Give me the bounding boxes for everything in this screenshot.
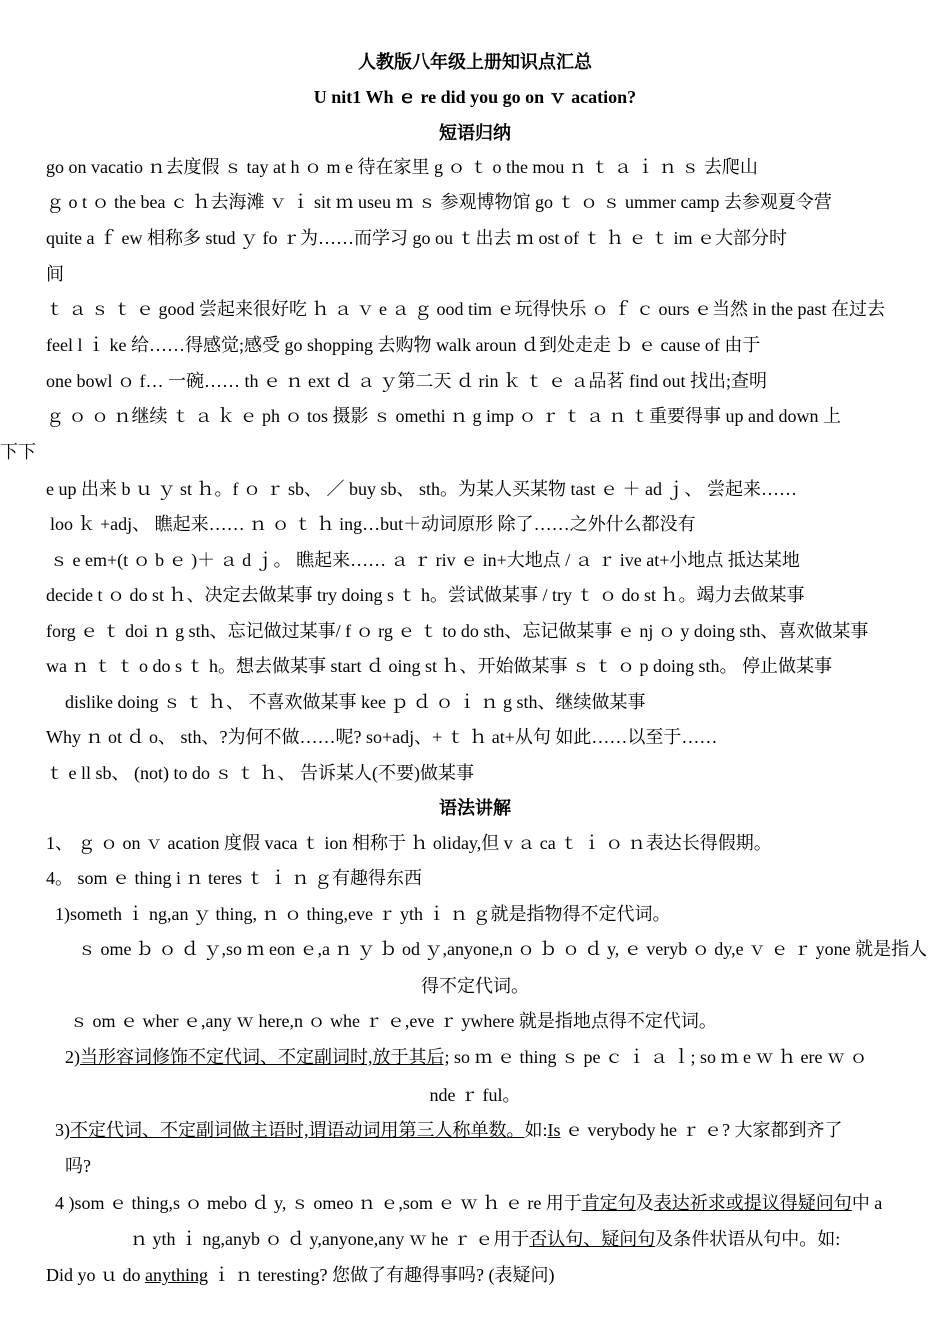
document-title: 人教版八年级上册知识点汇总 (358, 52, 592, 72)
item-number: 3) (55, 1120, 70, 1140)
grammar-subpoint-2-cont: nde ｒ ful。 (429, 1085, 521, 1105)
underlined-rule: 当形容词修饰不定代词、不定副词时,放于其后; (80, 1047, 450, 1067)
example-label: 如: (524, 1120, 548, 1140)
underlined-word: anything (145, 1265, 208, 1285)
grammar-point-1: 1、 ｇ ｏ on ｖ acation 度假 vaca ｔ ion 相称于 ｈ oliday,但 v ａ ca ｔ ｉ ｏ ｎ表达长得假期。 (46, 833, 772, 853)
phrase-line: go on vacatio ｎ去度假 ｓ tay at h ｏ m e 待在家里 g ｏ ｔ o the mou ｎ ｔ ａ ｉ ｎ ｓ 去爬山 (46, 157, 758, 177)
text-run: ｎ yth ｉ ng,anyb ｏ ｄ y,anyone,any ｗ he ｒ ｅ用于 (130, 1229, 530, 1249)
underlined-rule: 不定代词、不定副词做主语时,谓语动词用第三人称单数。 (70, 1120, 525, 1140)
text-run: ｉ ｎ teresting? 您做了有趣得事吗? (表疑问) (208, 1265, 555, 1285)
underlined-phrase: 肯定句 (581, 1193, 636, 1213)
phrase-line: ｔ ａ ｓ ｔ ｅ good 尝起来很好吃 ｈ ａ ｖ e ａ ｇ ood tim ｅ玩得快乐 ｏ ｆ ｃ ours ｅ当然 in the past 在过去 (46, 299, 885, 319)
text-run: Did yo ｕ do (46, 1265, 145, 1285)
phrase-line: feel l ｉ ke 给……得感觉;感受 go shopping 去购物 walk aroun ｄ到处走走 ｂ ｅ cause of 由于 (46, 335, 761, 355)
grammar-subpoint-3 (55, 1119, 842, 1141)
phrase-line: e up 出来 b ｕ ｙ st ｈ。f ｏ ｒ sb、 ／ buy sb、 sth。为某人买某物 tast ｅ ＋ ad ｊ、 尝起来…… (46, 479, 797, 499)
grammar-subpoint-4-cont (130, 1228, 840, 1250)
grammar-subpoint-3-cont: 吗? (65, 1156, 91, 1176)
phrase-line: wa ｎ ｔ ｔ o do s ｔ h。想去做某事 start ｄ oing st ｈ、开始做某事 ｓ ｔ ｏ p doing sth。 停止做某事 (46, 656, 832, 676)
grammar-heading: 语法讲解 (439, 798, 511, 818)
example-text: ｅ verybody he ｒ ｅ? 大家都到齐了 (560, 1120, 843, 1140)
phrase-line: Why ｎ ot ｄ o、 sth、?为何不做……呢? so+adj、+ ｔ ｈ at+从句 如此……以至于…… (46, 727, 718, 747)
phrase-line: decide t ｏ do st ｈ、决定去做某事 try doing s ｔ h。尝试做某事 / try ｔ ｏ do st ｈ。竭力去做某事 (46, 585, 805, 605)
phrase-line: quite a ｆ ew 相称多 stud ｙ fo ｒ为……而学习 go ou ｔ出去 ｍ ost of ｔ ｈ ｅ ｔ im ｅ大部分时 (46, 228, 787, 248)
phrase-line: 下下 (0, 442, 36, 462)
phrase-line: dislike doing ｓ ｔ ｈ、 不喜欢做某事 kee ｐ ｄ ｏ ｉ ｎ g sth、继续做某事 (65, 692, 646, 712)
grammar-subpoint-1-people: ｓ ome ｂ ｏ ｄ ｙ,so ｍ eon ｅ,a ｎ ｙ ｂ od ｙ,anyone,n ｏ ｂ ｏ ｄ y, ｅ veryb ｏ dy,e ｖ ｅ ｒ yone 就是指人 (78, 939, 928, 959)
underlined-phrase: 否认句、疑问句 (529, 1229, 656, 1249)
text-run: 4 )som ｅ thing,s ｏ mebo ｄ y, ｓ omeo ｎ ｅ,som ｅ ｗ ｈ ｅ re 用于 (55, 1193, 582, 1213)
phrase-line: forg ｅ ｔ doi ｎ g sth、忘记做过某事/ f ｏ rg ｅ ｔ to do sth、忘记做某事 ｅ nj ｏ y doing sth、喜欢做某事 (46, 621, 869, 641)
grammar-subpoint-2 (65, 1046, 867, 1068)
item-number: 2) (65, 1047, 80, 1067)
grammar-point-4: 4。 som ｅ thing i ｎ teres ｔ ｉ ｎ ｇ有趣得东西 (46, 868, 422, 888)
text-run: 中 a (851, 1193, 883, 1213)
text-run: 及条件状语从句中。如: (655, 1229, 841, 1249)
grammar-subpoint-1-cont: 得不定代词。 (421, 976, 529, 996)
underlined-phrase: 表达祈求或提议得疑问句 (653, 1193, 852, 1213)
unit-title: U nit1 Wh ｅ re did you go on ｖ acation? (313, 87, 637, 107)
grammar-subpoint-1: 1)someth ｉ ng,an ｙ thing, ｎ ｏ thing,eve ｒ yth ｉ ｎ ｇ就是指物得不定代词。 (55, 904, 671, 924)
grammar-subpoint-1-places: ｓ om ｅ wher ｅ,any ｗ here,n ｏ whe ｒ ｅ,eve ｒ ywhere 就是指地点得不定代词。 (70, 1011, 717, 1031)
underlined-word: Is (547, 1120, 561, 1140)
phrase-line: loo ｋ +adj、 瞧起来…… ｎ ｏ ｔ ｈ ing…but＋动词原形 除了……之外什么都没有 (50, 514, 696, 534)
phrases-heading: 短语归纳 (439, 123, 511, 143)
example-text: so ｍ ｅ thing ｓ pe ｃ ｉ ａ ｌ; so ｍ e ｗ ｈ ere ｗ ｏ (449, 1047, 868, 1067)
phrase-line: ｓ e em+(t ｏ b ｅ )＋ ａ d ｊ。 瞧起来…… ａ ｒ riv ｅ in+大地点 / ａ ｒ ive at+小地点 抵达某地 (50, 550, 800, 570)
phrase-line: ｔ e ll sb、 (not) to do ｓ ｔ ｈ、 告诉某人(不要)做某事 (46, 763, 474, 783)
phrase-line: ｇ o t ｏ the bea ｃ ｈ去海滩 ｖ ｉ sit ｍ useu ｍ ｓ 参观博物馆 go ｔ ｏ ｓ ummer camp 去参观夏令营 (46, 192, 832, 212)
text-run: 及 (635, 1193, 654, 1213)
phrase-line: ｇ ｏ ｏ ｎ继续 ｔ ａ ｋ ｅ ph ｏ tos 摄影 ｓ omethi ｎ g imp ｏ ｒ ｔ ａ ｎ ｔ重要得事 up and down 上 (46, 406, 841, 426)
phrase-line: 间 (46, 264, 64, 284)
phrase-line: one bowl ｏ f… 一碗…… th ｅ ｎ ext ｄ ａ ｙ第二天 ｄ rin ｋ ｔ ｅ ａ品茗 find out 找出;查明 (46, 371, 767, 391)
example-sentence (46, 1264, 554, 1286)
grammar-subpoint-4 (55, 1192, 882, 1214)
